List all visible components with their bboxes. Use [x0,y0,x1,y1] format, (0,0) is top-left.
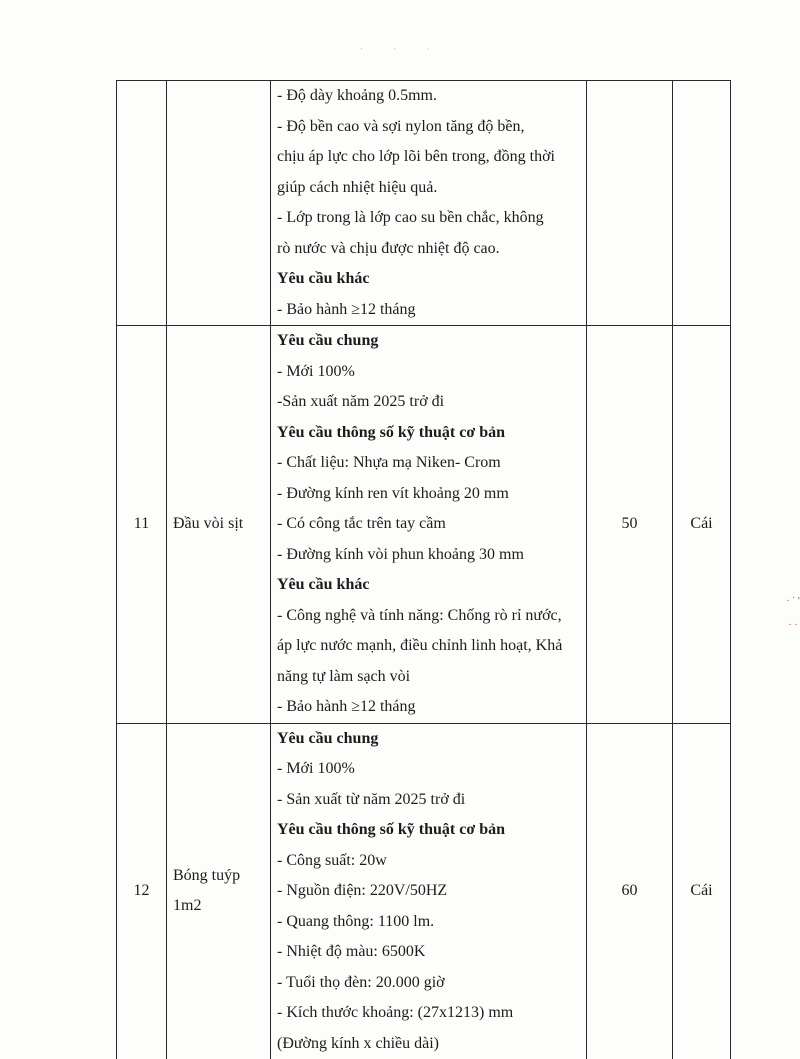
item-name-cell [167,81,271,326]
spec-line: - Quang thông: 1100 lm. [277,907,586,938]
spec-heading: Yêu cầu khác [277,570,586,601]
spec-line: - Bảo hành ≥12 tháng [277,692,586,723]
spec-line: năng tự làm sạch vòi [277,662,586,693]
margin-stamp-marks: · ˙ ʹ · · [786,590,800,740]
quantity-cell: 60 [587,723,673,1059]
spec-line: - Chất liệu: Nhựa mạ Niken- Crom [277,448,586,479]
spec-line: - Bảo hành ≥12 tháng [277,295,586,326]
spec-line: - Đường kính vòi phun khoảng 30 mm [277,540,586,571]
spec-cell [271,81,587,326]
row-number-cell: 11 [117,326,167,724]
spec-cell [271,723,587,1059]
spec-line: (Đường kính x chiều dài) [277,1029,586,1059]
spec-line: rò nước và chịu được nhiệt độ cao. [277,234,586,265]
table-row [117,81,731,326]
scan-specks: · · · [360,44,444,54]
spec-line: - Tuổi thọ đèn: 20.000 giờ [277,968,586,999]
spec-line: - Mới 100% [277,357,586,388]
unit-cell: Cái [673,326,731,724]
spec-heading: Yêu cầu khác [277,264,586,295]
spec-line: - Sản xuất từ năm 2025 trở đi [277,785,586,816]
item-name-cell [167,326,271,724]
quantity-cell [587,81,673,326]
spec-line: - Nhiệt độ màu: 6500K [277,937,586,968]
table-row [117,326,731,724]
spec-line: - Công nghệ và tính năng: Chống rò rỉ nước, [277,601,586,632]
spec-line: giúp cách nhiệt hiệu quả. [277,173,586,204]
item-name-line: 1m2 [173,891,270,921]
spec-heading: Yêu cầu thông số kỹ thuật cơ bản [277,815,586,846]
row-number-cell: 12 [117,723,167,1059]
spec-line: - Đường kính ren vít khoảng 20 mm [277,479,586,510]
unit-cell [673,81,731,326]
spec-line: - Lớp trong là lớp cao su bền chắc, không [277,203,586,234]
spec-line: chịu áp lực cho lớp lõi bên trong, đồng thời [277,142,586,173]
spec-heading: Yêu cầu chung [277,326,586,357]
item-name-line: Đầu vòi sịt [173,509,270,539]
spec-heading: Yêu cầu thông số kỹ thuật cơ bản [277,418,586,449]
spec-cell [271,326,587,724]
spec-line: - Mới 100% [277,754,586,785]
spec-line: - Có công tắc trên tay cầm [277,509,586,540]
spec-table [116,80,731,1059]
spec-line: - Độ dày khoảng 0.5mm. [277,81,586,112]
spec-line: - Nguồn điện: 220V/50HZ [277,876,586,907]
spec-line: - Kích thước khoảng: (27x1213) mm [277,998,586,1029]
spec-line: - Công suất: 20w [277,846,586,877]
unit-cell: Cái [673,723,731,1059]
item-name-cell [167,723,271,1059]
spec-line: - Độ bền cao và sợi nylon tăng độ bền, [277,112,586,143]
spec-line: -Sản xuất năm 2025 trở đi [277,387,586,418]
item-name-line: Bóng tuýp [173,861,270,891]
spec-heading: Yêu cầu chung [277,724,586,755]
quantity-cell: 50 [587,326,673,724]
table-row [117,723,731,1059]
spec-line: áp lực nước mạnh, điều chỉnh linh hoạt, Khả [277,631,586,662]
row-number-cell [117,81,167,326]
